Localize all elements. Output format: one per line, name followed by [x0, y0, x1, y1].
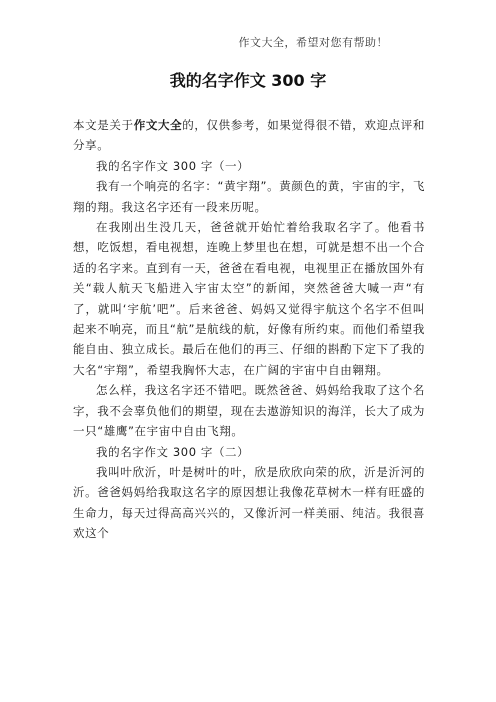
intro-bold-keyword: 作文大全	[133, 118, 183, 132]
section-1-paragraph-3: 怎么样，我这名字还不错吧。既然爸爸、妈妈给我取了这个名字，我不会辜负他们的期望，现在去遨游知识的海洋，长大了成为一只“雄鹰”在宇宙中自由飞翔。	[73, 383, 425, 439]
section-heading-2: 我的名字作文 300 字（二）	[96, 444, 250, 459]
intro-paragraph	[73, 115, 425, 156]
document-body	[73, 115, 425, 544]
section-2-paragraph-1: 我叫叶欣沂，叶是树叶的叶，欣是欣欣向荣的欣，沂是沂河的沂。爸爸妈妈给我取这名字的原因想让我像花草树木一样有旺盛的生命力，每天过得高高兴兴的，又像沂河一样美丽、纯洁。我很喜欢这个	[73, 464, 425, 541]
intro-suffix: 的，仅供参考，如果觉得很不错，欢迎点评和分享。	[73, 118, 426, 153]
section-heading-1: 我的名字作文 300 字（一）	[96, 158, 250, 173]
header-note: 作文大全，希望对您有帮助！	[238, 36, 388, 49]
document-title: 我的名字作文 300 字	[169, 71, 327, 90]
section-1-paragraph-2: 在我刚出生没几天，爸爸就开始忙着给我取名字了。他看书想，吃饭想，看电视想，连晚上梦里也在想，可就是想不出一个合适的名字来。直到有一天，爸爸在看电视，电视里正在播放国外有关“载人航天飞船进入宇宙太空”的新闻，突然爸爸大喊一声“有了，就叫‘宇航’吧”。后来爸爸、妈妈又觉得宇航这个名字不但叫起来不响亮，而且“航”是航线的航，好像有所约束。而他们希望我能自由、独立成长。最后在他们的再三、仔细的斟酌下定下了我的大名“宇翔”，希望我胸怀大志，在广阔的宇宙中自由翱翔。	[73, 220, 425, 377]
section-1-paragraph-1: 我有一个响亮的名字：“黄宇翔”。黄颜色的黄，宇宙的宇，飞翔的翔。我这名字还有一段来历呢。	[73, 179, 425, 214]
intro-prefix: 本文是关于	[73, 118, 134, 132]
